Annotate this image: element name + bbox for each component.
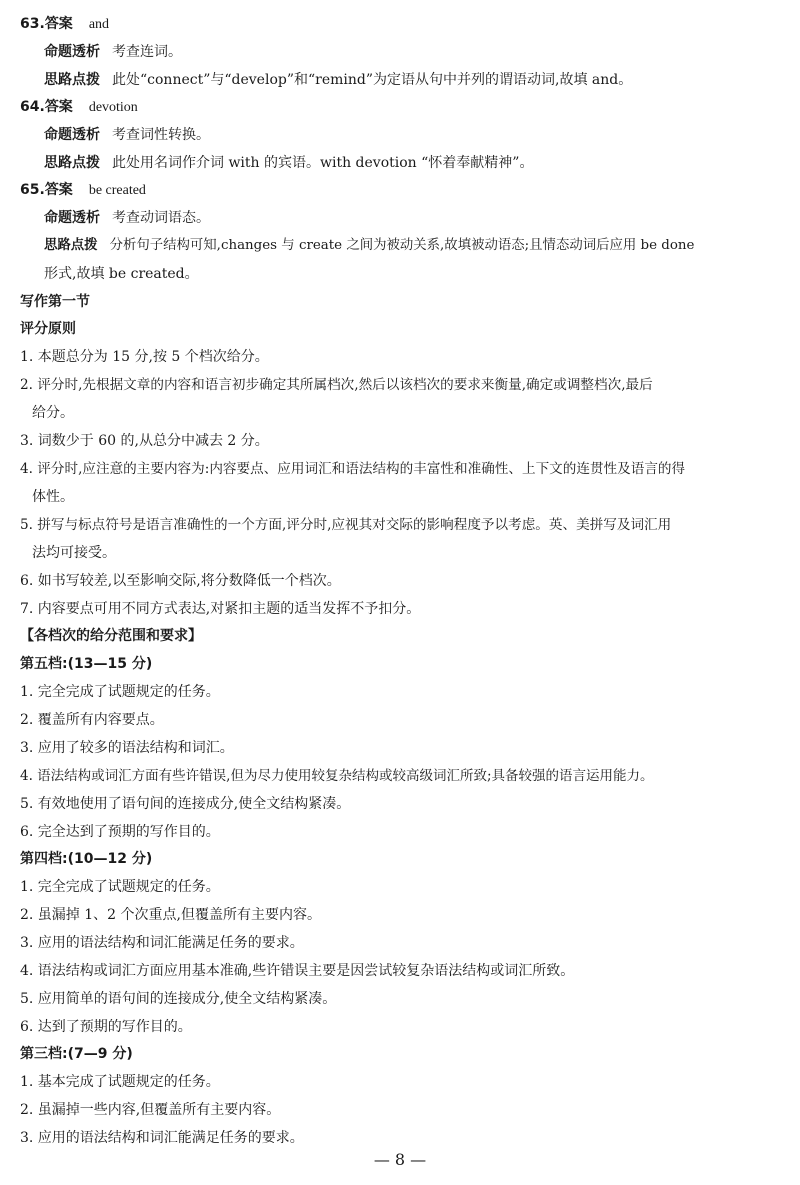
analysis-label: 命题透析 [44, 210, 100, 226]
principle-item: 4. 评分时,应注意的主要内容为:内容要点、应用词汇和语法结构的丰富性和准确性、上下文的连贯性及语言的得 [20, 461, 686, 477]
principle-item: 3. 词数少于 60 的,从总分中减去 2 分。 [20, 433, 269, 449]
principle-item: 1. 本题总分为 15 分,按 5 个档次给分。 [20, 349, 269, 365]
principle-item: 5. 拼写与标点符号是语言准确性的一个方面,评分时,应视其对交际的影响程度予以考虑。英、美拼写及词汇用 [20, 517, 672, 533]
item-64-answer-line [20, 97, 782, 117]
analysis-label: 命题透析 [44, 44, 100, 60]
principle-item: 7. 内容要点可用不同方式表达,对紧扣主题的适当发挥不予扣分。 [20, 601, 421, 617]
level-5-item: 5. 有效地使用了语句间的连接成分,使全文结构紧凑。 [20, 796, 351, 812]
hint-text-continued: 形式,故填 be created。 [44, 266, 199, 282]
principle-item: 2. 评分时,先根据文章的内容和语言初步确定其所属档次,然后以该档次的要求来衡量,确定或调整档次,最后 [20, 377, 653, 393]
principle-item: 6. 如书写较差,以至影响交际,将分数降低一个档次。 [20, 573, 341, 589]
answer-label: 答案 [44, 182, 73, 198]
level-5-item: 2. 覆盖所有内容要点。 [20, 712, 164, 728]
levels-heading: 【各档次的给分范围和要求】 [20, 628, 202, 644]
level-5-item: 1. 完全完成了试题规定的任务。 [20, 684, 220, 700]
item-number: 63. [20, 16, 45, 32]
page-number: — 8 — [373, 1150, 427, 1169]
item-65-hint-continuation [44, 264, 782, 284]
item-63-answer-line [20, 14, 782, 34]
hint-text: 分析句子结构可知,changes 与 create 之间为被动关系,故填被动语态;且情态动词后应用 be done [109, 238, 695, 253]
level-3-item: 2. 虽漏掉一些内容,但覆盖所有主要内容。 [20, 1102, 281, 1118]
level-5-item: 6. 完全达到了预期的写作目的。 [20, 824, 220, 840]
level-3-item: 1. 基本完成了试题规定的任务。 [20, 1074, 220, 1090]
level-4-item: 5. 应用简单的语句间的连接成分,使全文结构紧凑。 [20, 991, 337, 1007]
answer-label: 答案 [44, 99, 73, 115]
principle-item-continued: 给分。 [32, 405, 74, 421]
level-4-item: 3. 应用的语法结构和词汇能满足任务的要求。 [20, 935, 304, 951]
principle-item-continued: 体性。 [32, 489, 74, 505]
analysis-label: 命题透析 [44, 127, 100, 143]
level-4-item: 2. 虽漏掉 1、2 个次重点,但覆盖所有主要内容。 [20, 907, 321, 923]
level-5-item: 3. 应用了较多的语法结构和词汇。 [20, 740, 234, 756]
item-65-hint-line [44, 236, 782, 256]
analysis-text: 考查连词。 [112, 44, 182, 60]
answer-label: 答案 [44, 16, 73, 32]
level-4-item: 6. 达到了预期的写作目的。 [20, 1019, 192, 1035]
level-4-item: 4. 语法结构或词汇方面应用基本准确,些许错误主要是因尝试较复杂语法结构或词汇所致。 [20, 963, 575, 979]
answer-value: be created [88, 183, 146, 198]
level-4-title: 第四档:(10—12 分) [20, 851, 153, 867]
item-64-hint-line [44, 153, 782, 173]
level-5-item: 4. 语法结构或词汇方面有些许错误,但为尽力使用较复杂结构或较高级词汇所致;具备较强的语言运用能力。 [20, 768, 654, 784]
level-3-item: 3. 应用的语法结构和词汇能满足任务的要求。 [20, 1130, 304, 1146]
item-64-analysis-line [44, 125, 782, 145]
analysis-text: 考查词性转换。 [112, 127, 210, 143]
hint-label: 思路点拨 [44, 155, 100, 171]
hint-label: 思路点拨 [44, 72, 100, 88]
level-4-item: 1. 完全完成了试题规定的任务。 [20, 879, 220, 895]
answer-value: devotion [88, 100, 138, 115]
principle-item-continued: 法均可接受。 [32, 545, 116, 561]
item-65-answer-line [20, 180, 782, 200]
item-number: 65. [20, 182, 45, 198]
level-5-title: 第五档:(13—15 分) [20, 656, 153, 672]
answer-value: and [88, 17, 110, 32]
item-65-analysis-line [44, 208, 782, 228]
hint-label: 思路点拨 [44, 238, 98, 253]
item-63-hint-line [44, 70, 782, 90]
item-number: 64. [20, 99, 45, 115]
analysis-text: 考查动词语态。 [112, 210, 210, 226]
scoring-principles-title: 评分原则 [20, 321, 76, 337]
writing-section-title: 写作第一节 [20, 294, 90, 310]
hint-text: 此处“connect”与“develop”和“remind”为定语从句中并列的谓语动词,故填 and。 [112, 72, 633, 88]
item-63-analysis-line [44, 42, 782, 62]
hint-text: 此处用名词作介词 with 的宾语。with devotion “怀着奉献精神”。 [112, 155, 534, 171]
level-3-title: 第三档:(7—9 分) [20, 1046, 133, 1062]
